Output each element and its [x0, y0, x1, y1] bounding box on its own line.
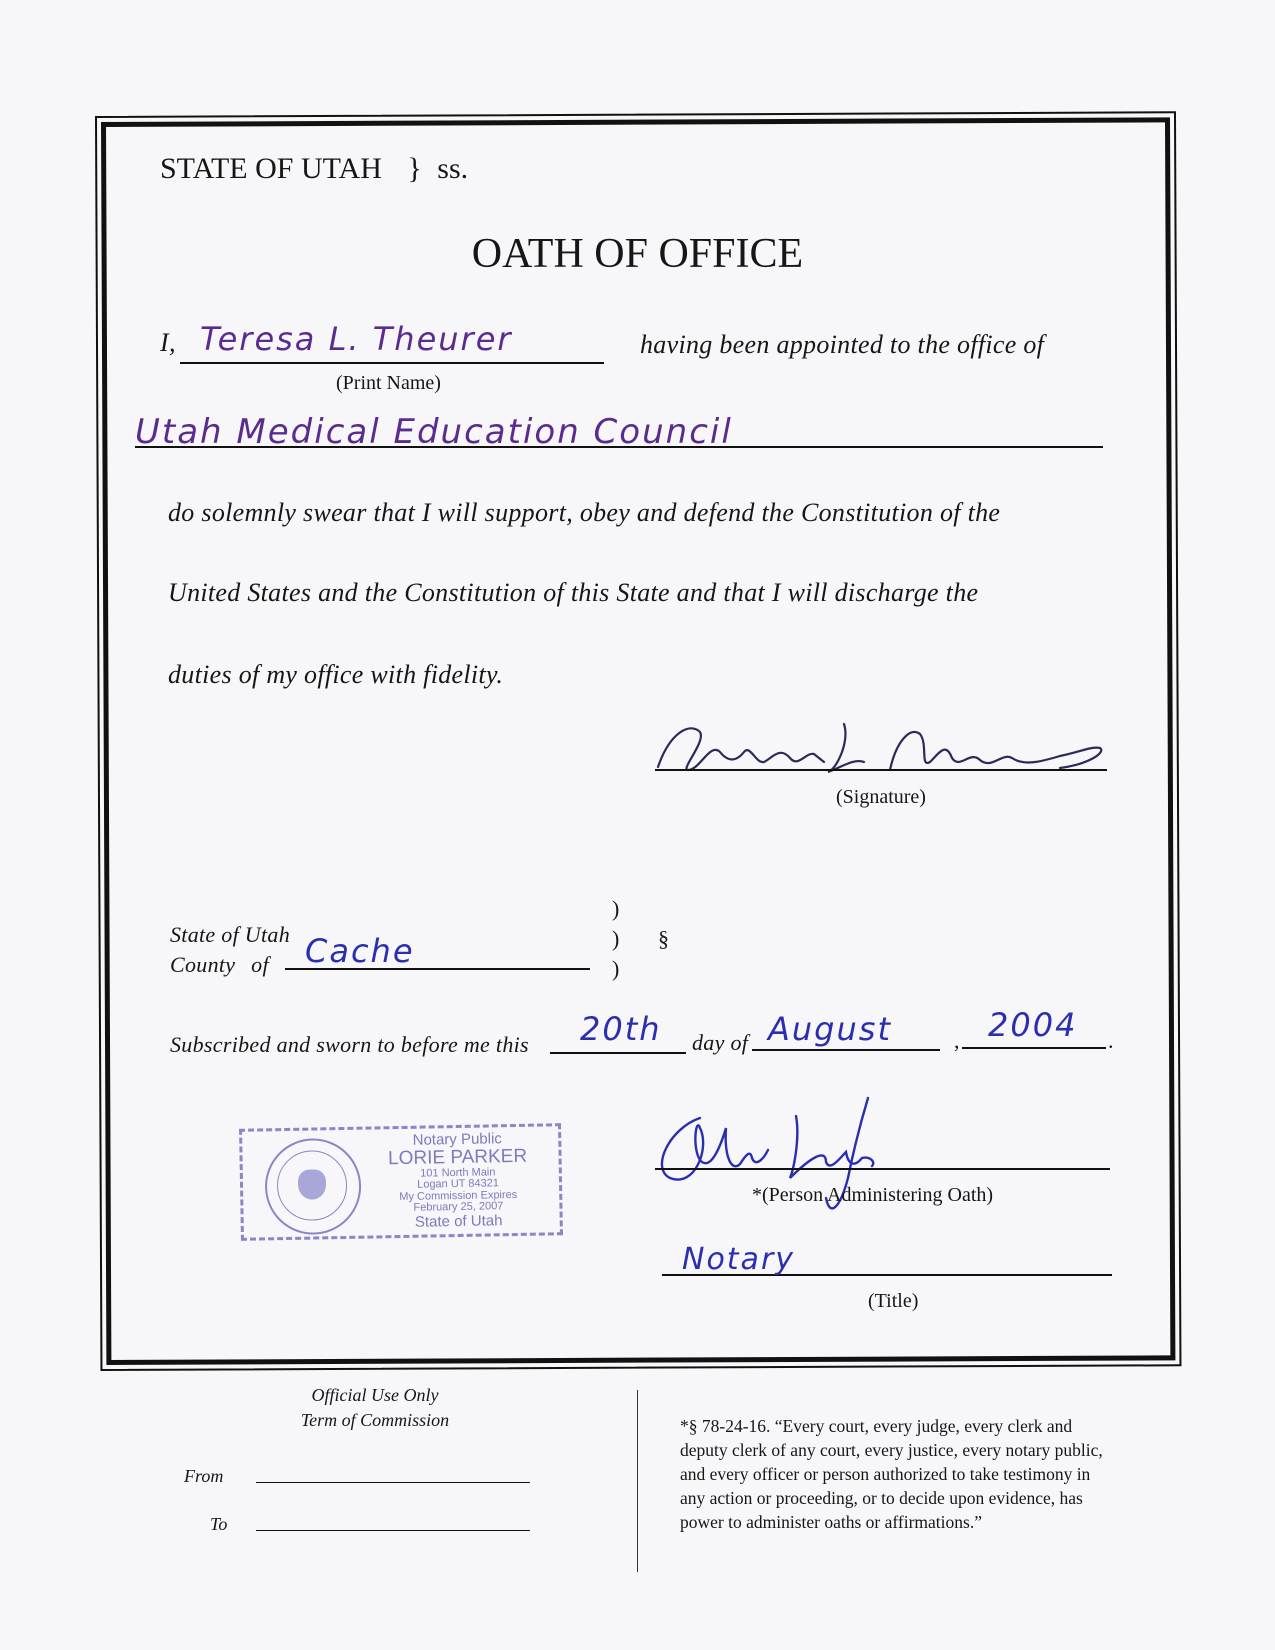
office-name: Utah Medical Education Council — [135, 412, 733, 452]
brace: } — [407, 152, 422, 185]
state-heading — [160, 152, 468, 186]
stamp-line-4: Logan UT 84321 — [417, 1177, 500, 1191]
footnote-line-4: any action or proceeding, or to decide upon evidence, has — [680, 1488, 1083, 1508]
official-use-heading: Official Use Only — [311, 1385, 439, 1405]
title-label: (Title) — [868, 1290, 919, 1312]
footer-divider — [637, 1390, 638, 1572]
paren-3: ) — [612, 956, 620, 981]
print-name-label: (Print Name) — [336, 372, 441, 394]
oath-line-2: United States and the Constitution of this State and that I will discharge the — [168, 578, 979, 607]
venue-county-label — [170, 952, 269, 978]
seal-inner-ring — [276, 1150, 347, 1221]
print-name-line — [180, 362, 604, 364]
oath-line-3: duties of my office with fidelity. — [168, 660, 504, 689]
signature-label: (Signature) — [836, 786, 926, 808]
day-value: 20th — [580, 1010, 662, 1048]
stamp-line-3: 101 North Main — [420, 1166, 496, 1180]
year-value: 2004 — [988, 1006, 1078, 1044]
appointee-name: Teresa L. Theurer — [200, 320, 513, 358]
notary-signature — [640, 1088, 900, 1228]
appointee-signature — [640, 712, 1110, 784]
month-line — [752, 1049, 940, 1051]
title-value: Notary — [682, 1242, 796, 1277]
date-period: . — [1108, 1028, 1114, 1053]
notary-stamp — [239, 1123, 563, 1241]
stamp-line-7: State of Utah — [414, 1212, 503, 1231]
venue-state: State of Utah — [170, 922, 291, 947]
to-line — [256, 1530, 530, 1531]
footnote — [680, 1414, 1103, 1534]
footnote-line-2: deputy clerk of any court, every justice, every notary public, — [680, 1440, 1103, 1460]
stamp-text — [362, 1130, 554, 1231]
administrator-line — [655, 1168, 1110, 1170]
section-symbol: § — [658, 926, 669, 951]
footnote-line-5: power to administer oaths or affirmations.” — [680, 1512, 982, 1532]
signature-line — [655, 769, 1107, 771]
from-line — [256, 1482, 530, 1483]
sworn-text: Subscribed and sworn to before me this — [170, 1032, 529, 1057]
paren-1: ) — [612, 896, 620, 921]
term-heading: Term of Commission — [300, 1410, 450, 1430]
document-title: OATH OF OFFICE — [471, 231, 804, 277]
date-comma: , — [954, 1028, 960, 1053]
day-line — [550, 1052, 686, 1054]
to-label: To — [210, 1514, 228, 1534]
stamp-line-1: Notary Public — [412, 1130, 503, 1149]
stamp-line-6: February 25, 2007 — [413, 1200, 504, 1215]
year-line — [962, 1047, 1106, 1049]
state-name: STATE OF UTAH — [160, 152, 382, 185]
administrator-label: *(Person Administering Oath) — [752, 1184, 994, 1206]
oath-line-1: do solemnly swear that I will support, obey and defend the Constitution of the — [168, 498, 1001, 527]
state-seal — [264, 1138, 362, 1236]
seal-emblem — [298, 1169, 327, 1199]
month-value: August — [768, 1010, 892, 1048]
appointed-text: having been appointed to the office of — [640, 330, 1045, 359]
county-word: County — [170, 952, 236, 977]
footnote-line-3: and every officer or person authorized to take testimony in — [680, 1464, 1091, 1484]
i-prefix: I, — [160, 328, 176, 357]
county-of: of — [251, 952, 269, 977]
ss-label: ss. — [437, 152, 469, 185]
stamp-line-2: LORIE PARKER — [387, 1145, 528, 1169]
from-label: From — [184, 1466, 224, 1486]
paren-2: ) — [612, 926, 620, 951]
day-of: day of — [692, 1030, 749, 1055]
footnote-line-1: *§ 78-24-16. “Every court, every judge, every clerk and — [680, 1416, 1073, 1436]
county-value: Cache — [305, 932, 415, 970]
stamp-line-5: My Commission Expires — [399, 1188, 518, 1203]
